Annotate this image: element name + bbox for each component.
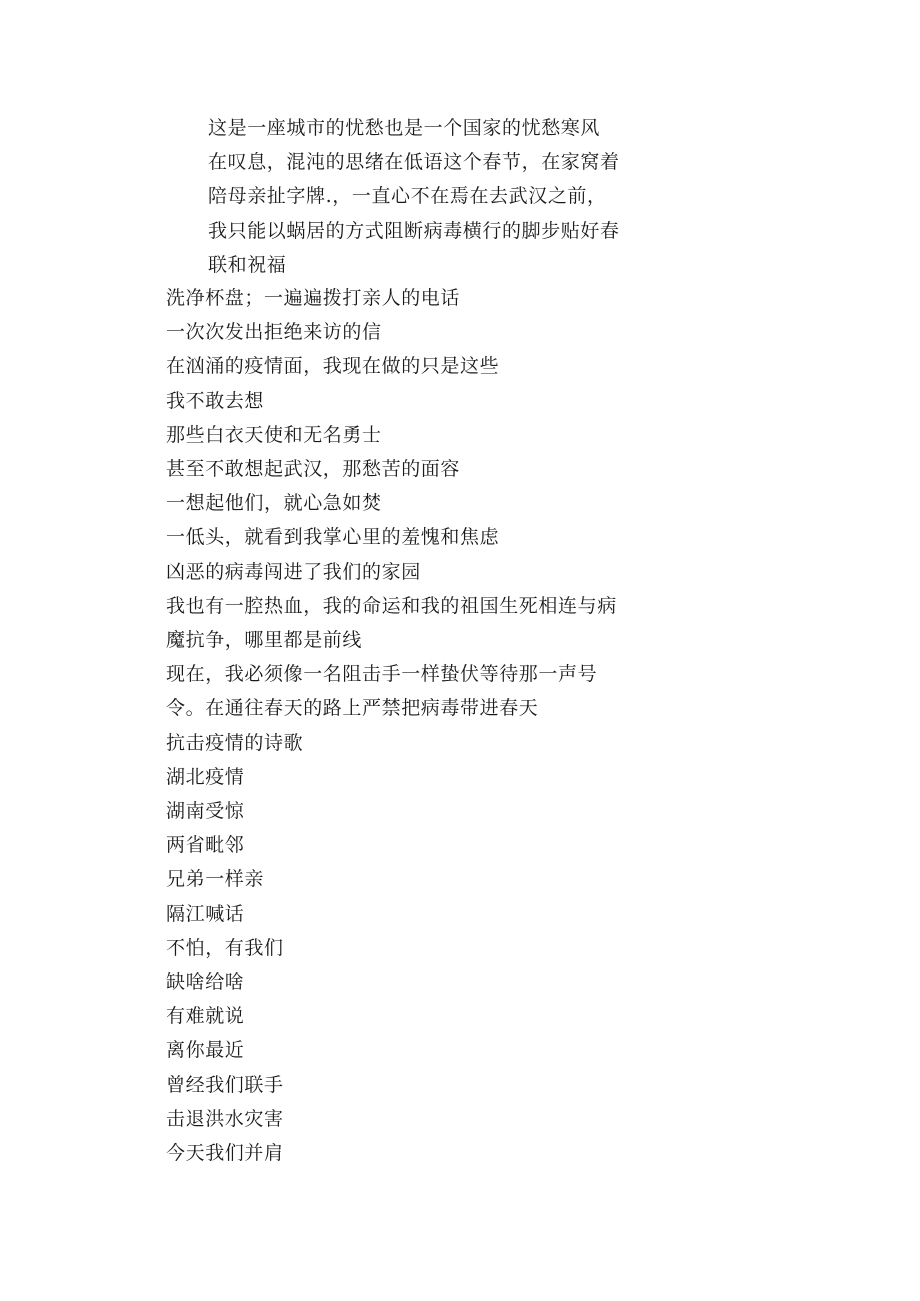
text-line: 现在，我必须像一名阻击手一样蛰伏等待那一声号: [166, 663, 598, 686]
text-line: 凶恶的病毒闯进了我们的家园: [166, 560, 421, 583]
text-line: 令。在通往春天的路上严禁把病毒带进春天: [166, 697, 539, 720]
text-line: 湖南受惊: [166, 800, 245, 823]
text-line: 曾经我们联手: [166, 1073, 284, 1096]
text-line: 陪母亲扯字牌.，一直心不在焉在去武汉之前，: [208, 185, 607, 208]
text-line: 魔抗争，哪里都是前线: [166, 629, 363, 652]
text-line: 不怕，有我们: [166, 936, 284, 959]
text-line: 隔江喊话: [166, 902, 245, 925]
intro-paragraph: [208, 111, 638, 282]
text-line: 我只能以蜗居的方式阻断病毒横行的脚步贴好春: [208, 219, 620, 242]
text-line: 联和祝福: [208, 253, 287, 276]
text-line: 甚至不敢想起武汉，那愁苦的面容: [166, 458, 461, 481]
text-line: 湖北疫情: [166, 765, 245, 788]
poem-body: [166, 281, 646, 1170]
text-line: 一次次发出拒绝来访的信: [166, 321, 382, 344]
text-line: 两省毗邻: [166, 834, 245, 857]
text-line: 有难就说: [166, 1005, 245, 1028]
poem-title: 抗击疫情的诗歌: [166, 731, 304, 754]
text-line: 一想起他们，就心急如焚: [166, 492, 382, 515]
text-line: 在叹息，混沌的思绪在低语这个春节，在家窝着: [208, 151, 620, 174]
text-line: 我也有一腔热血，我的命运和我的祖国生死相连与病: [166, 594, 617, 617]
text-line: 缺啥给啥: [166, 971, 245, 994]
text-line: 这是一座城市的忧愁也是一个国家的忧愁寒风: [208, 117, 601, 139]
text-line: 击退洪水灾害: [166, 1107, 284, 1130]
text-line: 今天我们并肩: [166, 1142, 284, 1165]
text-line: 洗净杯盘；一遍遍拨打亲人的电话: [166, 287, 461, 309]
text-line: 离你最近: [166, 1039, 245, 1062]
text-line: 一低头，就看到我掌心里的羞愧和焦虑: [166, 526, 500, 549]
text-line: 兄弟一样亲: [166, 868, 265, 891]
text-line: 在汹涌的疫情面，我现在做的只是这些: [166, 355, 500, 378]
text-line: 那些白衣天使和无名勇士: [166, 423, 382, 446]
text-line: 我不敢去想: [166, 389, 265, 412]
